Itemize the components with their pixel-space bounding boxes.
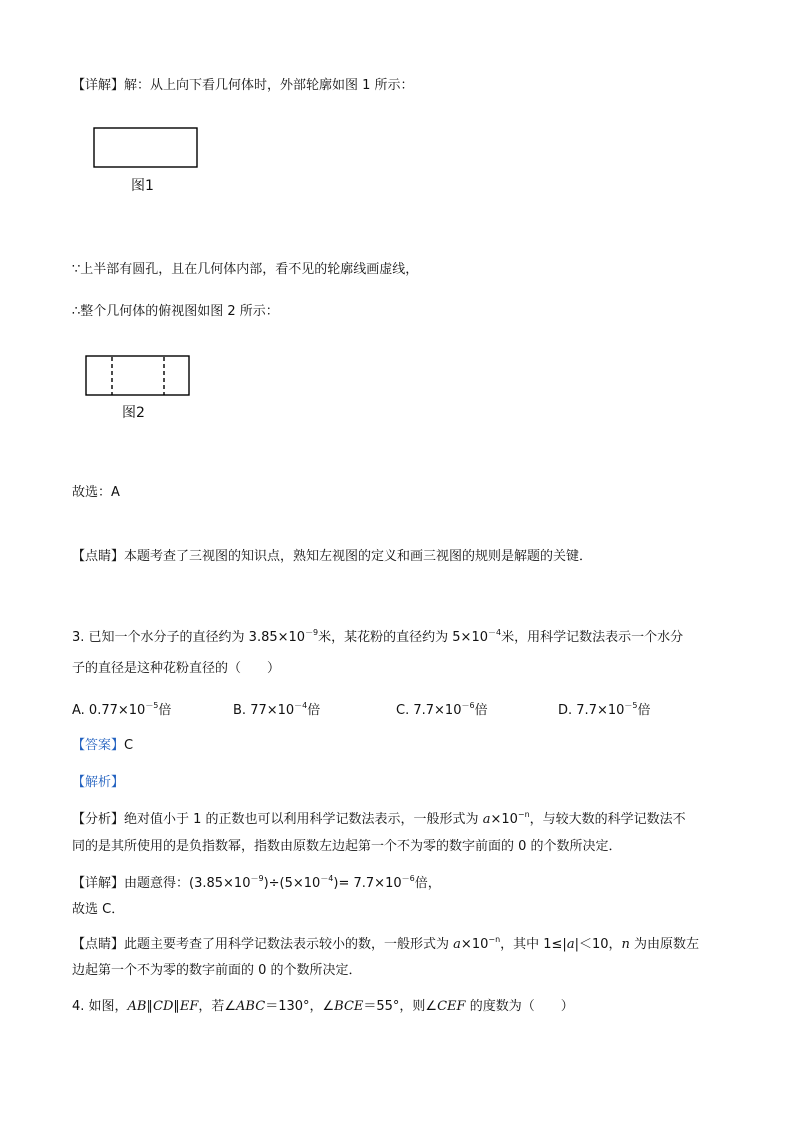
detail-exp: －9 xyxy=(250,874,264,883)
comment-part: 为由原数左 xyxy=(629,937,700,952)
option-value: 7.7×10 xyxy=(572,703,625,718)
option-unit: 倍 xyxy=(158,703,172,718)
detail-part: )= 7.7×10 xyxy=(333,876,402,891)
analysis-text: 绝对值小于 1 的正数也可以利用科学记数法表示，一般形式为 xyxy=(124,812,483,827)
detail-text: 解：从上向下看几何体时，外部轮廓如图 1 所示： xyxy=(124,78,414,93)
comment-part: ，其中 1≤| xyxy=(500,937,567,952)
q3-detail-line xyxy=(72,870,441,893)
figure-1 xyxy=(93,127,199,169)
q3-stem-line2: 子的直径是这种花粉直径的（ ） xyxy=(72,661,281,676)
q4-part: ∥ xyxy=(173,999,180,1014)
option-label: D. xyxy=(558,703,573,718)
option-unit: 倍 xyxy=(474,703,488,718)
figure-1-caption: 图1 xyxy=(131,178,154,194)
answer-tag: 【答案】 xyxy=(72,738,125,753)
analysis-line2: 同的是其所使用的是负指数幂，指数由原数左边起第一个不为零的数字前面的 0 的个数所决定． xyxy=(72,839,622,854)
option-exp: －5 xyxy=(145,701,159,710)
option-unit: 倍 xyxy=(307,703,321,718)
option-exp: －6 xyxy=(461,701,475,710)
detail-part: 倍， xyxy=(414,876,441,891)
q4-var: EF xyxy=(179,999,199,1014)
analysis-text: ，与较大数的科学记数法不 xyxy=(529,812,686,827)
comment-tag: 【点睛】 xyxy=(72,549,125,564)
analysis-tag: 【解析】 xyxy=(72,775,125,790)
formula-base: ×10 xyxy=(460,937,489,952)
q3-stem-part: 米，某花粉的直径约为 5×10 xyxy=(318,630,488,645)
option-c[interactable] xyxy=(396,697,488,720)
comment-line xyxy=(72,548,592,566)
q4-part: ，若∠ xyxy=(198,999,237,1014)
q4-var: CD xyxy=(153,999,174,1014)
option-exp: －4 xyxy=(294,701,308,710)
option-d[interactable] xyxy=(558,697,651,720)
comment-text: 本题考查了三视图的知识点，熟知左视图的定义和画三视图的规则是解题的关键． xyxy=(124,549,593,564)
option-exp: －5 xyxy=(624,701,638,710)
formula-exp: −n xyxy=(488,935,501,944)
q4-var: BCE xyxy=(334,999,364,1014)
answer-value: C xyxy=(124,738,134,753)
option-label: A. xyxy=(72,703,85,718)
comment-tag: 【点睛】 xyxy=(72,937,125,952)
q3-comment-line1 xyxy=(72,931,699,954)
because-line: ∵上半部有圆孔，且在几何体内部，看不见的轮廓线画虚线， xyxy=(72,262,419,277)
answer-line xyxy=(72,737,133,755)
q4-part: ＝55°，则∠ xyxy=(363,999,438,1014)
detail-part: )÷(5×10 xyxy=(263,876,321,891)
formula-var: a xyxy=(482,812,491,827)
option-label: B. xyxy=(233,703,247,718)
q4-var: AB xyxy=(127,999,147,1014)
formula-var: n xyxy=(621,937,630,952)
figure-2 xyxy=(85,355,191,397)
q3-comment-line2: 边起第一个不为零的数字前面的 0 的个数所决定． xyxy=(72,963,362,978)
q3-stem-part: 米，用科学记数法表示一个水分 xyxy=(501,630,684,645)
detail-tag: 【详解】 xyxy=(72,78,125,93)
formula-var: a xyxy=(453,937,461,952)
formula-var: a xyxy=(566,937,575,952)
option-label: C. xyxy=(396,703,410,718)
option-unit: 倍 xyxy=(637,703,651,718)
option-value: 7.7×10 xyxy=(409,703,462,718)
q4-part: 4. 如图， xyxy=(72,999,128,1014)
detail-line xyxy=(72,77,414,95)
q3-stem-part: 3. 已知一个水分子的直径约为 3.85×10 xyxy=(72,630,306,645)
analysis-line1 xyxy=(72,806,686,829)
option-b[interactable] xyxy=(233,697,320,720)
q4-part: ∥ xyxy=(146,999,153,1014)
q4-var: CEF xyxy=(437,999,466,1014)
detail-exp: －4 xyxy=(320,874,334,883)
q4-var: ABC xyxy=(236,999,266,1014)
detail-tag: 【详解】 xyxy=(72,876,125,891)
detail-exp: －6 xyxy=(401,874,415,883)
q4-part: 的度数为（ ） xyxy=(465,999,574,1014)
comment-part: |＜10， xyxy=(574,937,622,952)
choice-line: 故选：A xyxy=(72,485,120,500)
q3-stem-exp: －9 xyxy=(305,628,319,637)
comment-part: 此题主要考查了用科学记数法表示较小的数，一般形式为 xyxy=(124,937,454,952)
analysis-label: 【分析】 xyxy=(72,812,125,827)
q4-stem xyxy=(72,998,574,1016)
option-a[interactable] xyxy=(72,697,171,720)
option-value: 0.77×10 xyxy=(84,703,146,718)
option-value: 77×10 xyxy=(246,703,295,718)
figure-2-caption: 图2 xyxy=(122,405,145,421)
detail-part: 由题意得：(3.85×10 xyxy=(124,876,251,891)
q3-stem-exp: －4 xyxy=(488,628,502,637)
q3-choice-line: 故选 C． xyxy=(72,902,125,917)
q4-part: ＝130°，∠ xyxy=(265,999,335,1014)
q3-stem-line1 xyxy=(72,624,683,647)
therefore-line: ∴整个几何体的俯视图如图 2 所示： xyxy=(72,304,279,319)
formula-base: ×10 xyxy=(490,812,518,827)
formula-exp: −n xyxy=(517,810,530,819)
